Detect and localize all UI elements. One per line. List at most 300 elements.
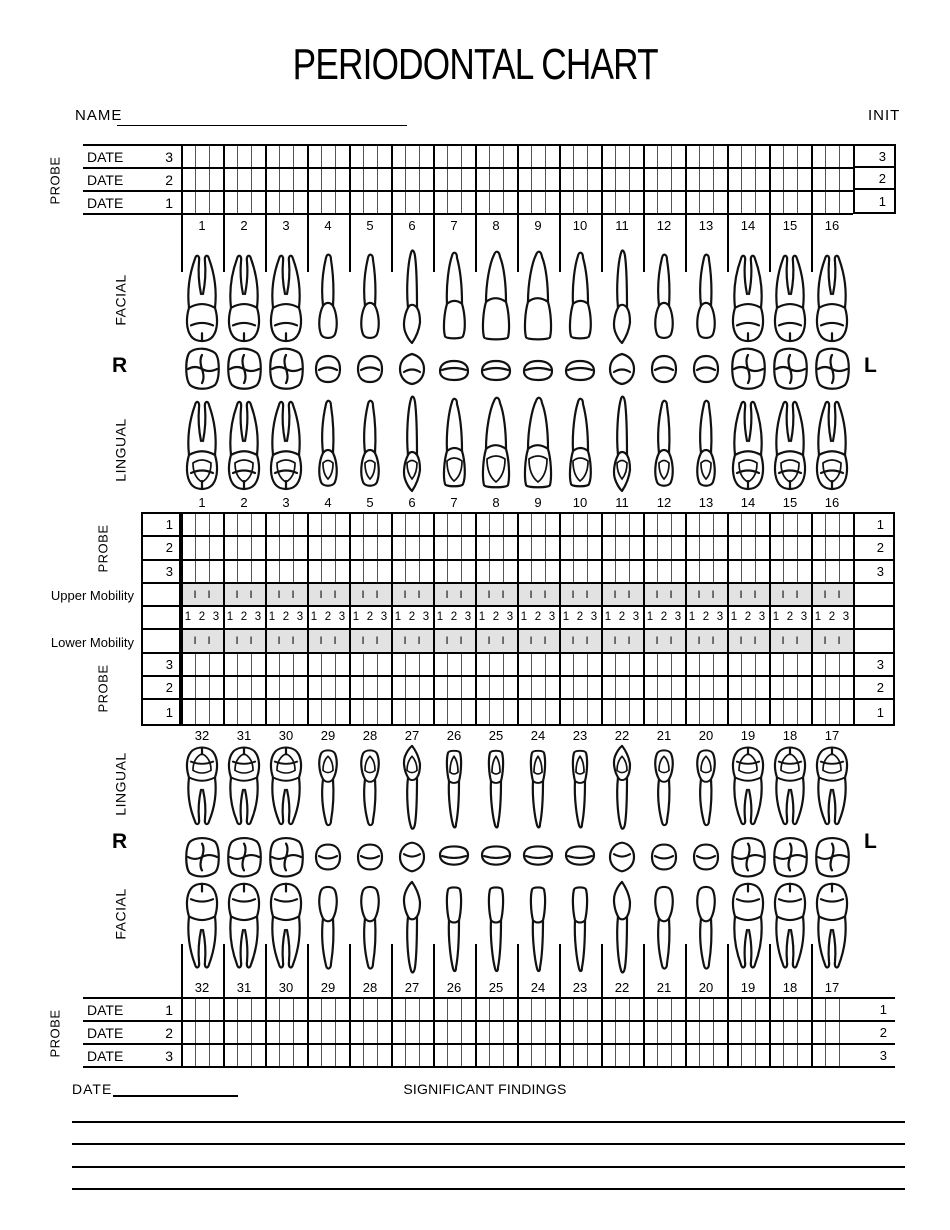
- mobility-tick: I: [403, 635, 407, 648]
- mobility-cell[interactable]: [391, 584, 433, 605]
- tooth-illustration: [349, 345, 391, 393]
- mobility-tick: I: [823, 588, 827, 601]
- tooth-illustration: [811, 834, 853, 880]
- findings-line[interactable]: [72, 1121, 905, 1123]
- tooth-illustration: [475, 393, 517, 493]
- mobility-cell[interactable]: [223, 584, 265, 605]
- mobility-tick: I: [627, 635, 631, 648]
- tooth-illustration: [559, 247, 601, 345]
- tooth-number: 2: [240, 218, 248, 233]
- row-number: 1: [143, 700, 181, 723]
- tooth-illustration: [433, 345, 475, 393]
- mobility-scale-cell[interactable]: 1 2 3: [310, 611, 346, 624]
- mobility-cell[interactable]: [391, 630, 433, 651]
- row-number: 3: [855, 146, 894, 168]
- mobility-tick: I: [711, 588, 715, 601]
- mobility-scale-cell[interactable]: 1 2 3: [688, 611, 724, 624]
- facial-label-lower: FACIAL: [113, 888, 129, 940]
- tooth-number: 16: [824, 495, 840, 510]
- mobility-scale-cell[interactable]: 1 2 3: [436, 611, 472, 624]
- row-number: 2: [853, 677, 893, 700]
- mobility-cell[interactable]: [307, 630, 349, 651]
- date-input-line[interactable]: [113, 1081, 238, 1097]
- tooth-number: 20: [698, 980, 714, 995]
- tooth-illustration: [349, 834, 391, 880]
- tooth-number: 5: [366, 218, 374, 233]
- probe-label-top: PROBE: [47, 156, 63, 205]
- name-label: NAME: [75, 107, 123, 124]
- findings-line[interactable]: [72, 1166, 905, 1168]
- row-number: 1: [878, 193, 886, 209]
- empty-cell: [143, 630, 181, 653]
- tooth-illustration: [223, 247, 265, 345]
- tooth-number: 6: [408, 495, 416, 510]
- mobility-tick: I: [249, 635, 253, 648]
- tooth-illustration: [307, 880, 349, 976]
- tooth-illustration: [559, 834, 601, 880]
- mobility-tick: I: [459, 588, 463, 601]
- mobility-tick: I: [193, 635, 197, 648]
- tooth-number: 32: [194, 728, 210, 743]
- tooth-illustration: [811, 247, 853, 345]
- mobility-tick: I: [627, 588, 631, 601]
- mobility-cell[interactable]: [643, 630, 685, 651]
- date-row-label: DATE 1: [83, 192, 181, 215]
- top-probe-grid[interactable]: [181, 144, 853, 215]
- mobility-cell[interactable]: [601, 584, 643, 605]
- tooth-illustration: [769, 834, 811, 880]
- tooth-illustration: [727, 880, 769, 976]
- mobility-tick: I: [333, 635, 337, 648]
- probe-label-mid-lower: PROBE: [95, 663, 111, 713]
- tooth-illustration: [769, 393, 811, 493]
- lingual-label-lower: LINGUAL: [113, 752, 130, 816]
- tooth-illustration: [223, 393, 265, 493]
- mobility-scale-cell[interactable]: 1 2 3: [226, 611, 262, 624]
- date-label-footer: DATE: [72, 1081, 113, 1097]
- tooth-number: 20: [698, 728, 714, 743]
- mobility-tick: I: [781, 588, 785, 601]
- tooth-illustration: [685, 393, 727, 493]
- tooth-number: 29: [320, 980, 336, 995]
- mobility-cell[interactable]: [685, 584, 727, 605]
- mobility-tick: I: [445, 588, 449, 601]
- tooth-number: 14: [740, 495, 756, 510]
- mobility-tick: I: [823, 635, 827, 648]
- mobility-cell[interactable]: [517, 630, 559, 651]
- lower-lingual-teeth: [181, 744, 853, 832]
- tooth-number: 29: [320, 728, 336, 743]
- row-number: 1: [853, 999, 895, 1022]
- tooth-illustration: [391, 247, 433, 345]
- tooth-illustration: [601, 345, 643, 393]
- row-number: 2: [853, 537, 893, 560]
- tooth-number: 26: [446, 980, 462, 995]
- tooth-illustration: [811, 345, 853, 393]
- tooth-number: 21: [656, 728, 672, 743]
- mobility-cell[interactable]: [727, 630, 769, 651]
- probe-row[interactable]: [181, 654, 853, 677]
- tooth-illustration: [601, 247, 643, 345]
- tooth-illustration: [433, 744, 475, 832]
- mobility-tick: I: [361, 588, 365, 601]
- tooth-illustration: [643, 744, 685, 832]
- tooth-number: 27: [404, 728, 420, 743]
- mobility-tick: I: [207, 635, 211, 648]
- tooth-illustration: [643, 345, 685, 393]
- tooth-number: 24: [530, 980, 546, 995]
- row-number: 3: [143, 654, 181, 677]
- mobility-tick: I: [375, 588, 379, 601]
- mobility-tick: I: [571, 635, 575, 648]
- probe-row[interactable]: [181, 1045, 853, 1068]
- mobility-scale-cell[interactable]: 1 2 3: [478, 611, 514, 624]
- mobility-tick: I: [375, 635, 379, 648]
- tooth-illustration: [685, 247, 727, 345]
- tooth-illustration: [307, 345, 349, 393]
- bottom-grid-right-nums: [853, 997, 895, 1068]
- tooth-illustration: [391, 393, 433, 493]
- tooth-illustration: [223, 345, 265, 393]
- tooth-number: 23: [572, 728, 588, 743]
- tooth-illustration: [391, 345, 433, 393]
- tooth-illustration: [223, 834, 265, 880]
- tooth-number: 13: [698, 218, 714, 233]
- tooth-illustration: [181, 345, 223, 393]
- mobility-scale-cell[interactable]: 1 2 3: [184, 611, 220, 624]
- tooth-number: 1: [198, 218, 206, 233]
- row-number: 3: [853, 654, 893, 677]
- mobility-tick: I: [753, 635, 757, 648]
- mobility-cell[interactable]: [601, 630, 643, 651]
- mobility-tick: I: [193, 588, 197, 601]
- mobility-cell[interactable]: [559, 584, 601, 605]
- empty-cell: [853, 584, 893, 607]
- tooth-illustration: [643, 880, 685, 976]
- tooth-illustration: [307, 834, 349, 880]
- empty-cell: [853, 630, 893, 653]
- left-side-label-upper: L: [864, 354, 877, 377]
- tooth-number: 11: [615, 218, 629, 233]
- mobility-cell[interactable]: [265, 630, 307, 651]
- mobility-cell[interactable]: [181, 584, 223, 605]
- tooth-illustration: [685, 880, 727, 976]
- tooth-number: 15: [782, 495, 798, 510]
- mobility-scale-cell[interactable]: 1 2 3: [814, 611, 850, 624]
- row-number: 3: [853, 561, 893, 584]
- tooth-illustration: [727, 393, 769, 493]
- tooth-illustration: [601, 834, 643, 880]
- probe-row[interactable]: [181, 561, 853, 584]
- mobility-tick: I: [795, 588, 799, 601]
- bottom-probe-grid[interactable]: [181, 997, 853, 1068]
- tooth-illustration: [223, 880, 265, 976]
- mobility-cell[interactable]: [811, 630, 853, 651]
- mobility-scale-cell[interactable]: 1 2 3: [352, 611, 388, 624]
- row-number: 2: [853, 1022, 895, 1045]
- date-row-label: DATE 2: [83, 1022, 181, 1045]
- row-number: 1: [853, 700, 893, 723]
- tooth-illustration: [349, 393, 391, 493]
- mobility-cell[interactable]: [433, 584, 475, 605]
- top-grid-right-nums: [853, 144, 896, 214]
- significant-findings-label: SIGNIFICANT FINDINGS: [403, 1081, 567, 1097]
- mobility-cell[interactable]: [769, 584, 811, 605]
- tooth-number: 7: [450, 495, 458, 510]
- tooth-illustration: [685, 834, 727, 880]
- tooth-illustration: [475, 345, 517, 393]
- facial-label-upper: FACIAL: [113, 274, 129, 326]
- upper-tooth-numbers: [181, 215, 853, 247]
- tooth-number: 17: [824, 980, 840, 995]
- tooth-illustration: [727, 345, 769, 393]
- mobility-scale-cell[interactable]: 1 2 3: [520, 611, 556, 624]
- tooth-illustration: [601, 393, 643, 493]
- mobility-scale-cell[interactable]: 1 2 3: [730, 611, 766, 624]
- mobility-cell[interactable]: [727, 584, 769, 605]
- mobility-scale-cell[interactable]: 1 2 3: [268, 611, 304, 624]
- tooth-illustration: [601, 744, 643, 832]
- tooth-illustration: [265, 744, 307, 832]
- tooth-illustration: [769, 880, 811, 976]
- tooth-illustration: [307, 744, 349, 832]
- mobility-tick: I: [711, 635, 715, 648]
- tooth-illustration: [391, 744, 433, 832]
- tooth-illustration: [769, 247, 811, 345]
- mobility-tick: I: [445, 635, 449, 648]
- mobility-cell[interactable]: [307, 584, 349, 605]
- mobility-scale-cell[interactable]: 1 2 3: [604, 611, 640, 624]
- mobility-tick: I: [529, 588, 533, 601]
- mobility-tick: I: [585, 635, 589, 648]
- mobility-scale-cell[interactable]: 1 2 3: [646, 611, 682, 624]
- tooth-illustration: [727, 744, 769, 832]
- row-number: 2: [143, 677, 181, 700]
- probe-row[interactable]: [181, 677, 853, 700]
- tooth-illustration: [181, 834, 223, 880]
- tooth-illustration: [349, 247, 391, 345]
- tooth-number: 14: [740, 218, 756, 233]
- mobility-cell[interactable]: [349, 584, 391, 605]
- tooth-illustration: [769, 345, 811, 393]
- middle-probe-mobility-grid: [141, 512, 895, 726]
- tooth-number: 11: [615, 495, 629, 510]
- date-row-label: DATE 3: [83, 1045, 181, 1068]
- probe-row[interactable]: [181, 537, 853, 560]
- tooth-number: 15: [782, 218, 798, 233]
- date-row-label: DATE 2: [83, 169, 181, 192]
- probe-row[interactable]: [181, 999, 853, 1022]
- tooth-number: 22: [614, 728, 630, 743]
- tooth-illustration: [811, 880, 853, 976]
- empty-cell: [143, 607, 181, 630]
- tooth-number: 6: [408, 218, 416, 233]
- tooth-number: 9: [534, 495, 542, 510]
- tooth-illustration: [433, 880, 475, 976]
- mobility-cell[interactable]: [181, 630, 223, 651]
- mobility-tick: I: [417, 588, 421, 601]
- mobility-cell[interactable]: [517, 584, 559, 605]
- findings-line[interactable]: [72, 1188, 905, 1190]
- mobility-tick: I: [487, 635, 491, 648]
- probe-row[interactable]: [181, 169, 853, 192]
- tooth-illustration: [349, 880, 391, 976]
- mobility-tick: I: [319, 588, 323, 601]
- mobility-cell[interactable]: [685, 630, 727, 651]
- lower-tooth-numbers: [181, 728, 853, 744]
- tooth-number: 13: [698, 495, 714, 510]
- tooth-number: 30: [278, 980, 294, 995]
- tooth-number: 1: [198, 495, 206, 510]
- tooth-number: 25: [488, 728, 504, 743]
- tooth-illustration: [643, 834, 685, 880]
- mobility-cell[interactable]: [475, 630, 517, 651]
- mobility-tick: I: [781, 635, 785, 648]
- mobility-tick: I: [753, 588, 757, 601]
- right-side-label-upper: R: [112, 354, 128, 377]
- tooth-illustration: [307, 393, 349, 493]
- tooth-illustration: [559, 393, 601, 493]
- tooth-illustration: [517, 834, 559, 880]
- tooth-illustration: [265, 834, 307, 880]
- upper-mobility-label: Upper Mobility: [50, 587, 134, 603]
- mobility-cell[interactable]: [643, 584, 685, 605]
- row-number: 3: [143, 561, 181, 584]
- init-label: INIT: [868, 107, 901, 124]
- probe-row[interactable]: [181, 192, 853, 215]
- lower-facial-teeth: [181, 880, 853, 976]
- tooth-number: 19: [740, 980, 756, 995]
- mobility-tick: I: [291, 588, 295, 601]
- mobility-tick: I: [235, 588, 239, 601]
- tooth-illustration: [727, 247, 769, 345]
- tooth-number: 31: [236, 728, 252, 743]
- page-title: PERIODONTAL CHART: [292, 40, 658, 89]
- top-grid-date-labels: [83, 144, 181, 215]
- tooth-illustration: [475, 880, 517, 976]
- lower-tooth-numbers-bottom: [181, 976, 853, 997]
- lower-occlusal-teeth: [181, 834, 853, 880]
- upper-tooth-numbers-lower-strip: [181, 495, 853, 512]
- mobility-cell[interactable]: [811, 584, 853, 605]
- mobility-tick: I: [417, 635, 421, 648]
- upper-occlusal-teeth: [181, 345, 853, 393]
- tooth-illustration: [769, 744, 811, 832]
- empty-cell: [143, 584, 181, 607]
- row-number: 3: [853, 1045, 895, 1068]
- tooth-illustration: [475, 247, 517, 345]
- mobility-tick: I: [837, 635, 841, 648]
- mobility-scale-cell[interactable]: 1 2 3: [394, 611, 430, 624]
- mobility-cell[interactable]: [559, 630, 601, 651]
- tooth-illustration: [811, 393, 853, 493]
- mobility-tick: I: [543, 635, 547, 648]
- tooth-illustration: [811, 744, 853, 832]
- tooth-number: 9: [534, 218, 542, 233]
- tooth-illustration: [433, 393, 475, 493]
- tooth-number: 8: [492, 495, 500, 510]
- tooth-illustration: [391, 880, 433, 976]
- row-number: 2: [855, 168, 894, 190]
- bottom-grid-date-labels: [83, 997, 181, 1068]
- probe-label-mid-upper: PROBE: [95, 523, 111, 573]
- mobility-cell[interactable]: [475, 584, 517, 605]
- tooth-illustration: [559, 345, 601, 393]
- name-input-line[interactable]: [117, 108, 407, 126]
- tooth-illustration: [727, 834, 769, 880]
- mobility-cell[interactable]: [223, 630, 265, 651]
- lingual-label-upper: LINGUAL: [113, 418, 130, 482]
- mobility-tick: I: [277, 588, 281, 601]
- tooth-number: 24: [530, 728, 546, 743]
- left-side-label-lower: L: [864, 830, 877, 853]
- tooth-number: 5: [366, 495, 374, 510]
- tooth-number: 10: [572, 495, 588, 510]
- tooth-number: 26: [446, 728, 462, 743]
- tooth-number: 28: [362, 980, 378, 995]
- tooth-illustration: [517, 880, 559, 976]
- mobility-tick: I: [249, 588, 253, 601]
- mobility-cell[interactable]: [265, 584, 307, 605]
- probe-row[interactable]: [181, 146, 853, 169]
- row-number: 2: [143, 537, 181, 560]
- mobility-tick: I: [319, 635, 323, 648]
- tooth-number: 25: [488, 980, 504, 995]
- mobility-scale-cell[interactable]: 1 2 3: [562, 611, 598, 624]
- mobility-tick: I: [697, 588, 701, 601]
- upper-mobility-row[interactable]: [181, 584, 853, 607]
- tooth-illustration: [475, 834, 517, 880]
- mobility-tick: I: [207, 588, 211, 601]
- tooth-illustration: [433, 834, 475, 880]
- mobility-cell[interactable]: [769, 630, 811, 651]
- tooth-illustration: [265, 880, 307, 976]
- mobility-scale-row[interactable]: [181, 607, 853, 630]
- probe-row[interactable]: [181, 1022, 853, 1045]
- row-number: 1: [853, 514, 893, 537]
- lower-mobility-row[interactable]: [181, 630, 853, 653]
- mobility-scale-cell[interactable]: 1 2 3: [772, 611, 808, 624]
- tooth-number: 32: [194, 980, 210, 995]
- tooth-number: 18: [782, 980, 798, 995]
- tooth-number: 10: [572, 218, 588, 233]
- tooth-number: 12: [656, 495, 672, 510]
- right-side-label-lower: R: [112, 830, 128, 853]
- probe-row[interactable]: [181, 700, 853, 723]
- tooth-illustration: [223, 744, 265, 832]
- row-number: 1: [143, 514, 181, 537]
- tooth-illustration: [307, 247, 349, 345]
- tooth-number: 12: [656, 218, 672, 233]
- mobility-cell[interactable]: [433, 630, 475, 651]
- mobility-tick: I: [291, 635, 295, 648]
- mobility-tick: I: [571, 588, 575, 601]
- tooth-illustration: [181, 880, 223, 976]
- mobility-cell[interactable]: [349, 630, 391, 651]
- tooth-illustration: [475, 744, 517, 832]
- tooth-number: 2: [240, 495, 248, 510]
- tooth-illustration: [685, 744, 727, 832]
- tooth-number: 4: [324, 495, 332, 510]
- lower-mobility-label: Lower Mobility: [50, 634, 134, 650]
- tooth-number: 19: [740, 728, 756, 743]
- tooth-number: 27: [404, 980, 420, 995]
- tooth-illustration: [601, 880, 643, 976]
- findings-line[interactable]: [72, 1143, 905, 1145]
- probe-row[interactable]: [181, 514, 853, 537]
- tooth-illustration: [433, 247, 475, 345]
- mobility-tick: I: [739, 635, 743, 648]
